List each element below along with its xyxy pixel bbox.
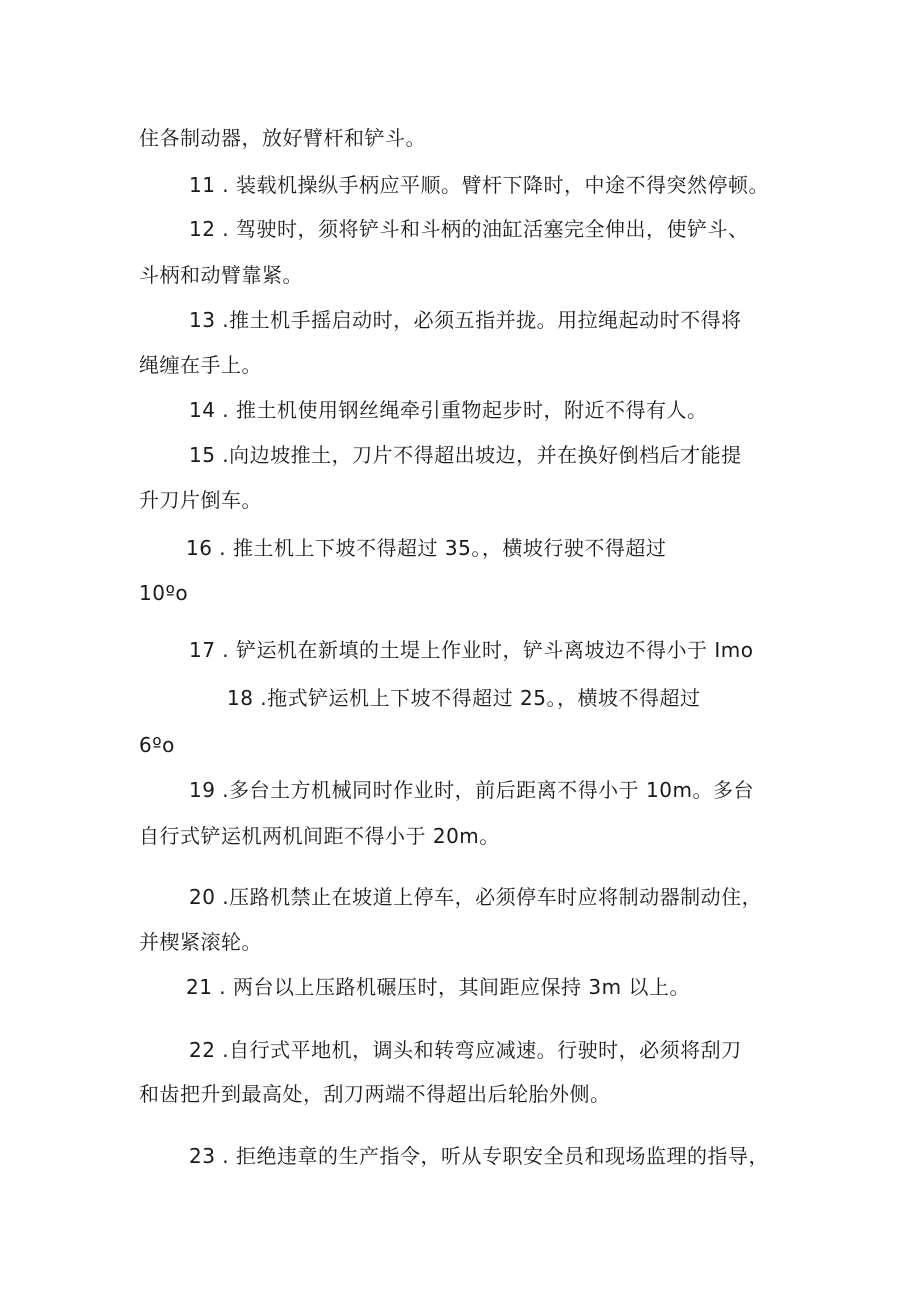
text-line-4: 斗柄和动臂靠紧。	[139, 263, 303, 287]
text-line-6: 绳缠在手上。	[139, 353, 262, 377]
text-line-16: 自行式铲运机两机间距不得小于 20m。	[139, 824, 500, 848]
text-line-9: 升刀片倒车。	[139, 488, 262, 512]
text-line-15: 19 .多台土方机械同时作业时，前后距离不得小于 10m。多台	[189, 778, 754, 802]
text-line-3: 12 . 驾驶时，须将铲斗和斗柄的油缸活塞完全伸出，使铲斗、	[189, 217, 749, 241]
text-line-18: 并楔紧滚轮。	[139, 930, 262, 954]
text-line-22: 23 . 拒绝违章的生产指令，听从专职安全员和现场监理的指导，	[189, 1144, 770, 1168]
text-line-21: 和齿把升到最高处，刮刀两端不得超出后轮胎外侧。	[139, 1082, 611, 1106]
text-line-2: 11 . 装载机操纵手柄应平顺。臂杆下降时，中途不得突然停顿。	[189, 173, 770, 197]
text-line-13: 18 .拖式铲运机上下坡不得超过 25。，横坡不得超过	[227, 686, 701, 710]
text-line-19: 21 . 两台以上压路机碾压时，其间距应保持 3m 以上。	[186, 975, 690, 999]
text-line-1: 住各制动器，放好臂杆和铲斗。	[139, 126, 426, 150]
text-line-8: 15 .向边坡推土，刀片不得超出坡边，并在换好倒档后才能提	[189, 443, 742, 467]
text-line-5: 13 .推土机手摇启动时，必须五指并拢。用拉绳起动时不得将	[189, 308, 742, 332]
text-line-17: 20 .压路机禁止在坡道上停车，必须停车时应将制动器制动住，	[189, 885, 763, 909]
text-line-11: 10ºo	[139, 581, 189, 605]
text-line-20: 22 .自行式平地机，调头和转弯应减速。行驶时，必须将刮刀	[189, 1038, 742, 1062]
text-line-7: 14 . 推土机使用钢丝绳牵引重物起步时，附近不得有人。	[189, 398, 708, 422]
text-line-12: 17 . 铲运机在新填的土堤上作业时，铲斗离坡边不得小于 Imo	[189, 638, 754, 662]
text-line-10: 16 . 推土机上下坡不得超过 35。，横坡行驶不得超过	[186, 536, 667, 560]
text-line-14: 6ºo	[139, 733, 175, 757]
